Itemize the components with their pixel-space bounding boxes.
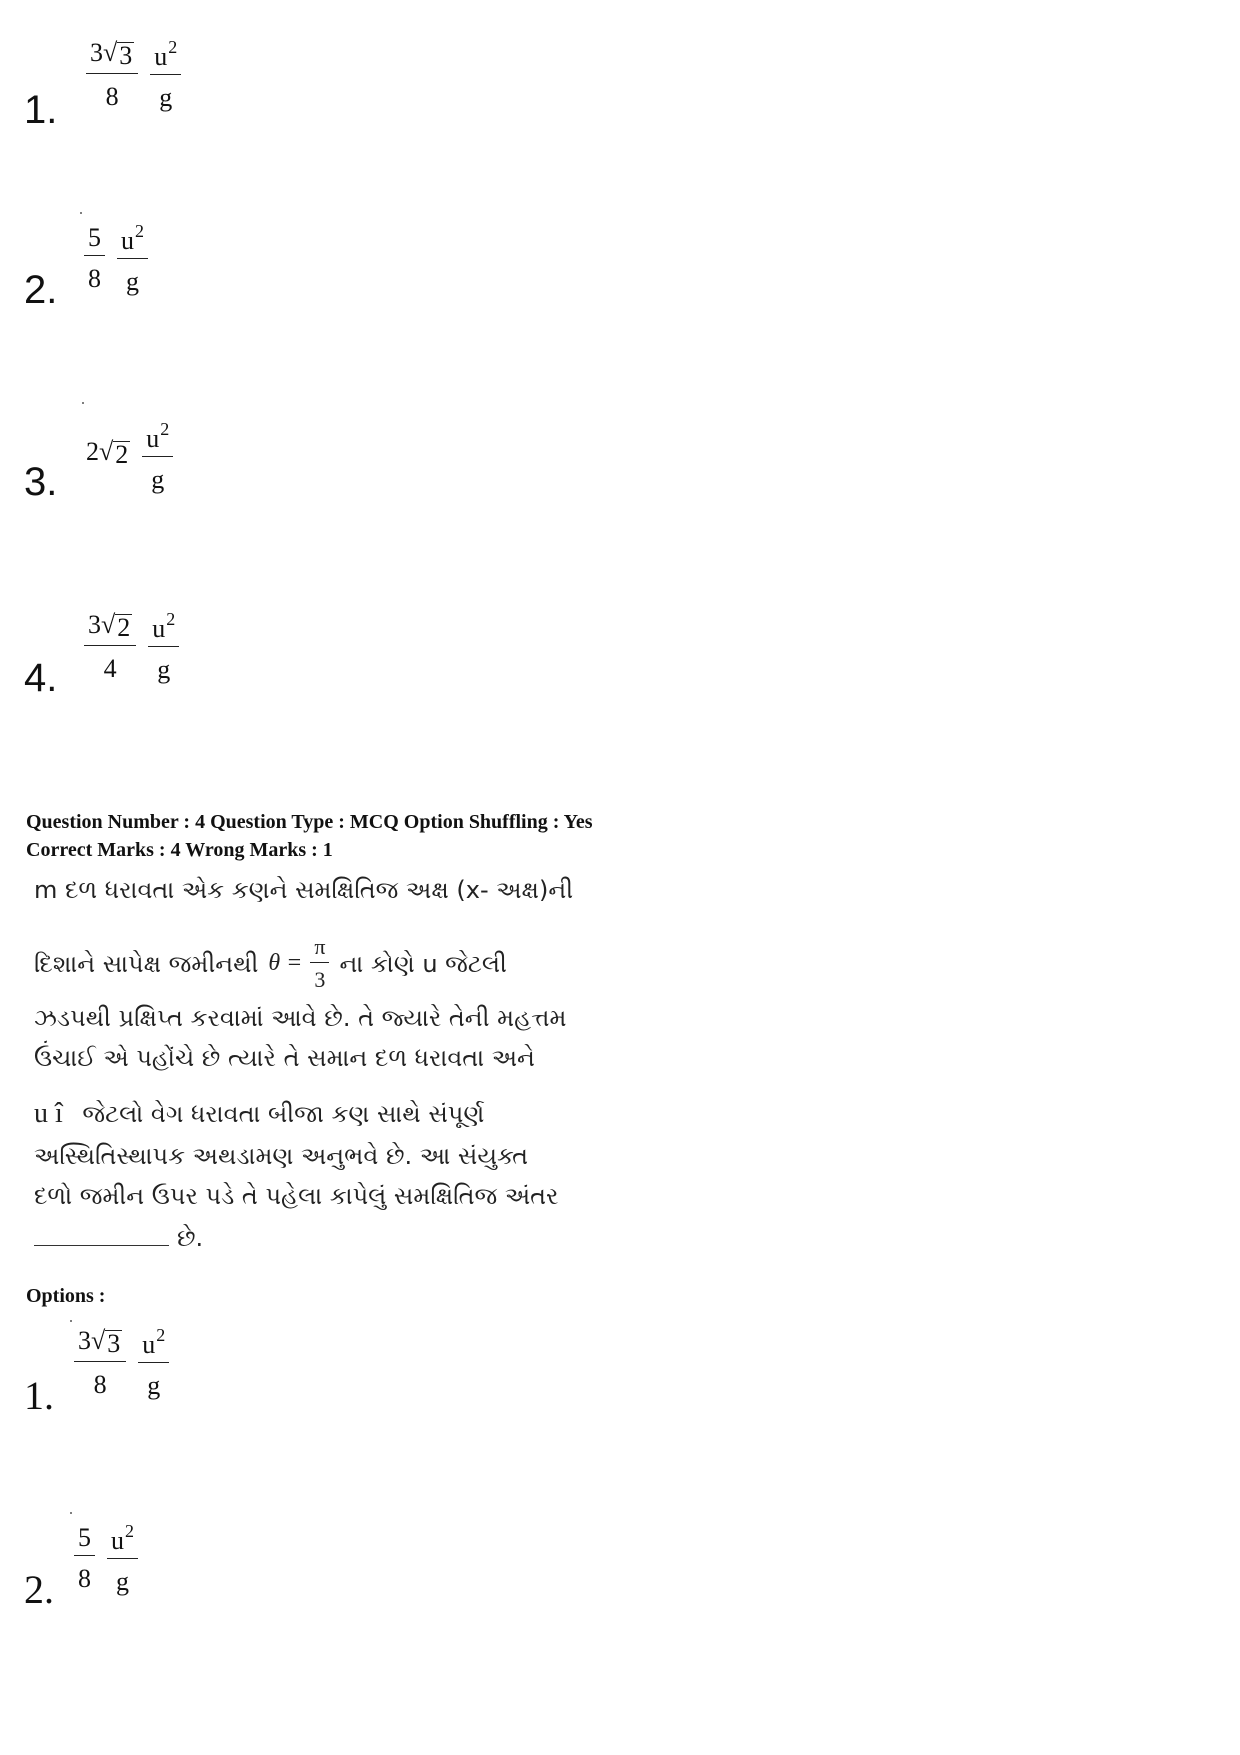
question-text [34,876,574,1256]
option-expression [74,1522,138,1595]
option-expression [74,1326,169,1399]
coefficient: 2 √ 2 [86,437,129,469]
option-3[interactable] [0,400,300,510]
option-2[interactable] [0,1510,300,1620]
option-4[interactable] [0,600,300,710]
fraction: 3 √ 3 8 [86,40,138,110]
option-expression [86,38,181,111]
option-expression [84,222,148,295]
option-number: 4. [24,656,58,700]
option-1[interactable] [0,1318,300,1428]
fraction: $\frac{5}{8}$ [84,225,105,292]
option-number: 2. [24,268,58,312]
option-number: 1. [24,88,58,132]
question-line: ઉંચાઈ એ પહોંચે છે ત્યારે તે સમાન દળ ધરાવતા અને [34,1044,535,1072]
fraction: $\frac{u^2}{g}$ [142,420,173,493]
unit-vector: u î [34,1098,63,1129]
fraction: $\frac{u^2}{g}$ [138,1326,169,1399]
question-line: છે. [34,1224,203,1252]
option-number: 1. [24,1373,54,1418]
fraction: $\frac{u^2}{g}$ [117,222,148,295]
theta-expression: θ = $\frac{\pi}{3}$ [268,934,329,993]
option-1[interactable] [0,30,300,140]
question-line: અસ્થિતિસ્થાપક અથડામણ અનુભવે છે. આ સંયુક્ત [34,1142,529,1170]
option-number: 2. [24,1567,54,1612]
fraction: 3 √ 3 8 [74,1328,126,1398]
question-line: ઝડપથી પ્રક્ષિપ્ત કરવામાં આવે છે. તે જ્યારે તેની મહત્તમ [34,1004,567,1032]
question-line: દળો જમીન ઉપર પડે તે પહેલા કાપેલું સમક્ષિતિજ અંતર [34,1182,559,1210]
question-line: u î જેટલો વેગ ધરાવતા બીજા કણ સાથે સંપૂર્ણ [34,1098,485,1129]
options-label: Options : [26,1285,106,1307]
fraction: $\frac{u^2}{g}$ [107,1522,138,1595]
fraction: $\frac{5}{8}$ [74,1525,95,1592]
fraction: 3 √ 2 4 [84,612,136,682]
option-number: 3. [24,460,58,504]
fraction: $\frac{u^2}{g}$ [150,38,181,111]
fraction: $\frac{u^2}{g}$ [148,610,179,683]
question-meta-line-1: Question Number : 4 Question Type : MCQ Option Shuffling : Yes [26,811,593,833]
option-expression [84,610,179,683]
answer-blank [34,1245,169,1246]
question-line: m દળ ધરાવતા એક કણને સમક્ષિતિજ અક્ષ (x- અક્ષ)ની [34,876,574,904]
question-line: દિશાને સાપેક્ષ જમીનથી θ = $\frac{\pi}{3}$ ના કોણે u જેટલી [34,934,507,992]
option-expression [86,414,173,493]
option-2[interactable] [0,210,300,320]
question-meta-line-2: Correct Marks : 4 Wrong Marks : 1 [26,839,333,861]
